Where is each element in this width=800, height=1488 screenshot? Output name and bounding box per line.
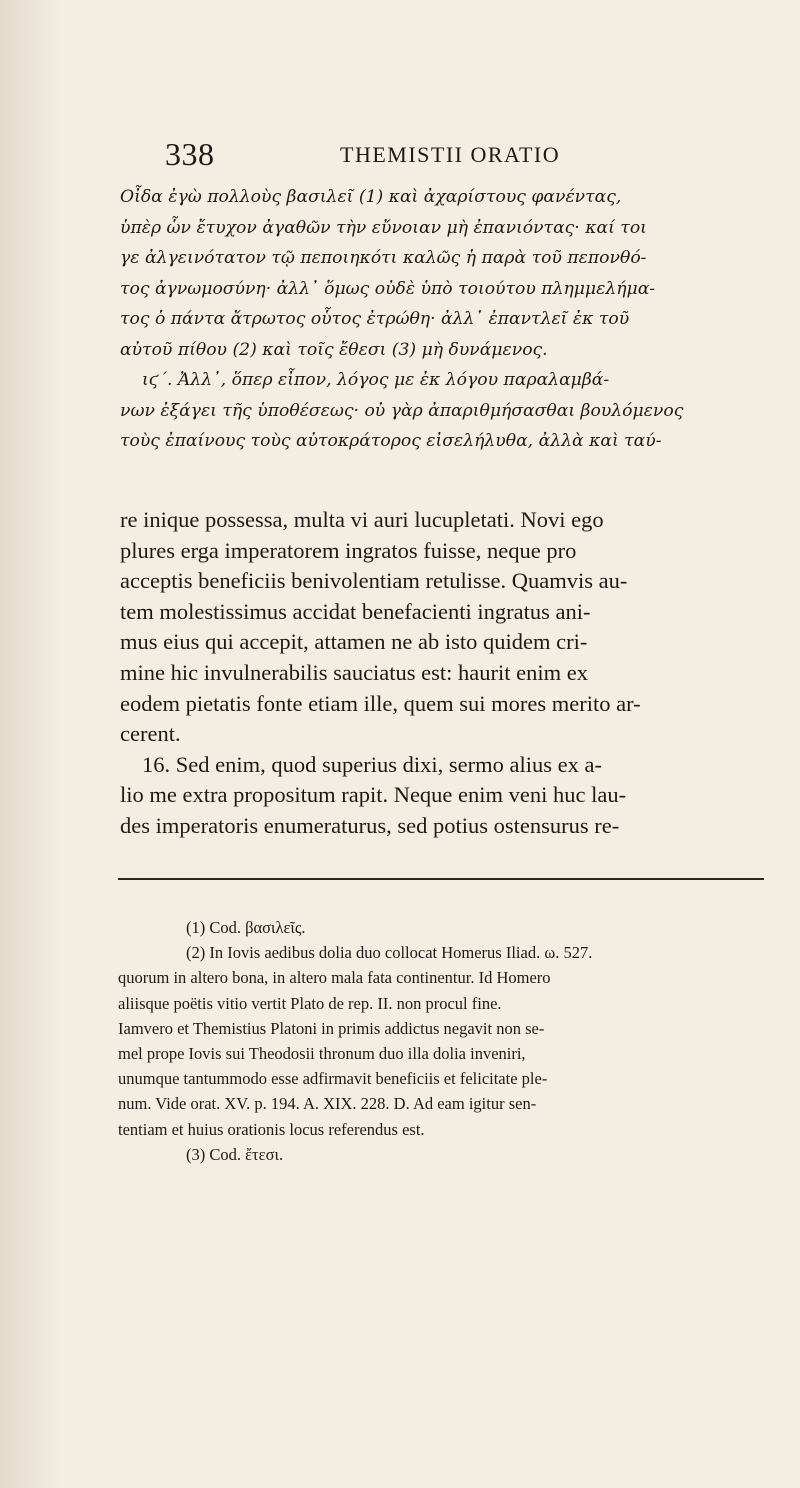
latin-translation-block (120, 505, 768, 842)
footnote-line: mel prope Iovis sui Theodosii thronum duo illa dolia inveniri, (118, 1043, 526, 1063)
footnote-line: quorum in altero bona, in altero mala fata continentur. Id Homero (118, 968, 551, 988)
footnote-line: num. Vide orat. XV. p. 194. A. XIX. 228. D. Ad eam igitur sen- (118, 1094, 537, 1114)
page-number: 338 (165, 136, 215, 172)
footnote-line: (1) Cod. βασιλεῖς. (186, 918, 306, 937)
footnote-line: aliisque poëtis vitio vertit Plato de rep. II. non procul fine. (118, 993, 502, 1013)
footnote-line: Iamvero et Themistius Platoni in primis addictus negavit non se- (118, 1018, 545, 1038)
greek-line: Οἶδα ἐγὼ πολλοὺς βασιλεῖ (1) καὶ ἀχαρίστους φανέντας, (120, 187, 622, 207)
latin-line: cerent. (120, 721, 181, 747)
greek-line: τος ὁ πάντα ἄτρωτος οὗτος ἐτρώθη· ἀλλ᾽ ἐπαντλεῖ ἐκ τοῦ (120, 309, 630, 329)
footnote-line: (2) In Iovis aedibus dolia duo collocat Homerus Iliad. ω. 527. (186, 943, 593, 963)
greek-line: ὑπὲρ ὧν ἔτυχον ἀγαθῶν τὴν εὔνοιαν μὴ ἐπανιόντας· καί τοι (120, 217, 647, 238)
footnote-line: (3) Cod. ἔτεσι. (186, 1144, 284, 1164)
latin-line: mus eius qui accepit, attamen ne ab isto quidem cri- (120, 629, 588, 655)
greek-line: τος ἀγνωμοσύνη· ἀλλ᾽ ὅμως οὐδὲ ὑπὸ τοιούτου πλημμελήμα- (120, 278, 656, 299)
latin-line: des imperatoris enumeraturus, sed potius ostensurus re- (120, 812, 620, 838)
footnote-separator-rule (118, 878, 764, 880)
greek-text-block (120, 182, 760, 457)
page-gutter-shadow (0, 0, 60, 1488)
latin-line: plures erga imperatorem ingratos fuisse, neque pro (120, 537, 577, 563)
latin-line: re inique possessa, multa vi auri lucupletati. Novi ego (120, 507, 604, 532)
latin-line: acceptis beneficiis benivolentiam retulisse. Quamvis au- (120, 568, 628, 594)
page-header (165, 136, 765, 176)
greek-line: τοὺς ἐπαίνους τοὺς αὐτοκράτορος εἰσελήλυθα, ἀλλὰ καὶ ταύ- (120, 431, 662, 451)
greek-line: γε ἀλγεινότατον τῷ πεποιηκότι καλῶς ἡ παρὰ τοῦ πεπονθό- (120, 248, 647, 268)
latin-line: lio me extra propositum rapit. Neque enim veni huc lau- (120, 782, 627, 808)
greek-line: αὐτοῦ πίθου (2) καὶ τοῖς ἔθεσι (3) μὴ δυνάμενος. (120, 339, 548, 360)
footnote-line: tentiam et huius orationis locus referendus est. (118, 1119, 425, 1139)
latin-line: tem molestissimus accidat benefacienti ingratus ani- (120, 598, 591, 624)
greek-line: ιϛ΄. Ἀλλ᾽, ὅπερ εἶπον, λόγος με ἐκ λόγου παραλαμβά- (142, 370, 610, 390)
latin-line: mine hic invulnerabilis sauciatus est: haurit enim ex (120, 659, 589, 685)
greek-line: νων ἐξάγει τῆς ὑποθέσεως· οὐ γὰρ ἀπαριθμήσασθαι βουλόμενος (120, 400, 684, 421)
footnotes-block (118, 915, 768, 1167)
running-title: THEMISTII ORATIO (340, 142, 561, 167)
latin-line: eodem pietatis fonte etiam ille, quem sui mores merito ar- (120, 690, 641, 716)
latin-line: 16. Sed enim, quod superius dixi, sermo alius ex a- (142, 751, 602, 777)
footnote-line: unumque tantummodo esse adfirmavit beneficiis et felicitate ple- (118, 1069, 548, 1089)
